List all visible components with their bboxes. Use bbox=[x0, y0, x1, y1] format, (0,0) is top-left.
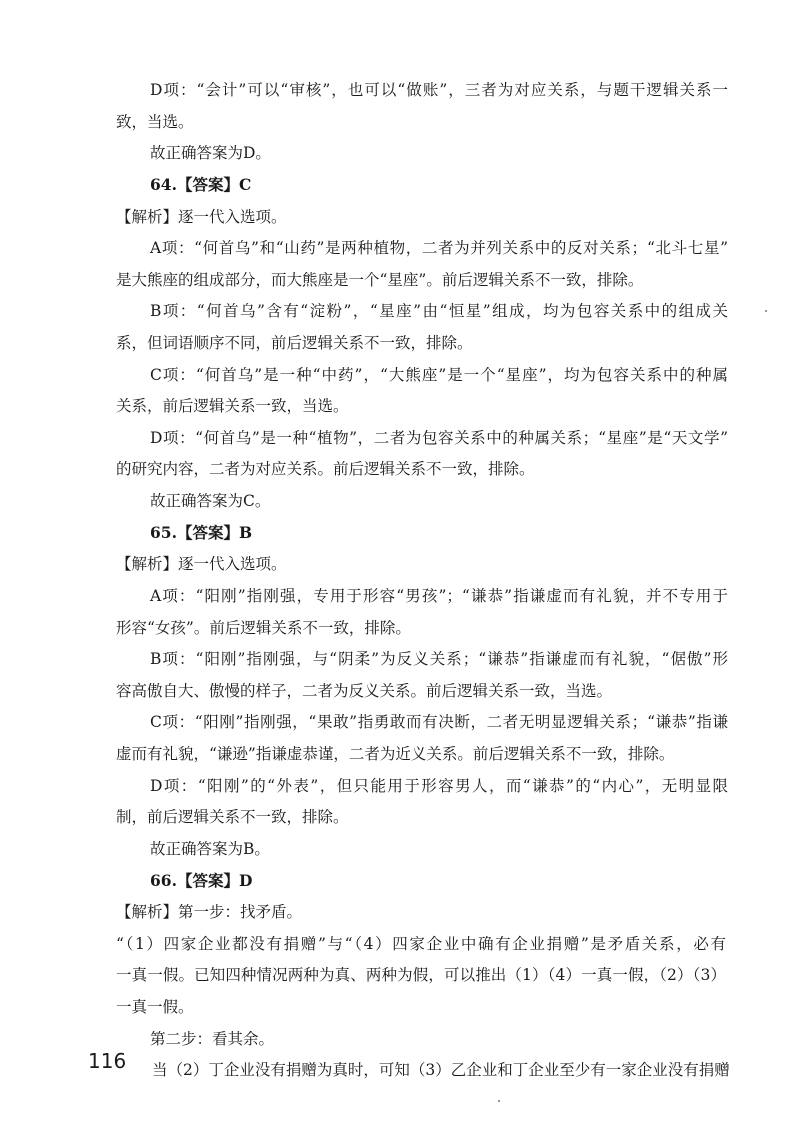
page-number: 116 bbox=[88, 1049, 127, 1073]
question-answer-heading: 66.【答案】D bbox=[150, 871, 253, 890]
text-line: 系，但词语顺序不同，前后逻辑关系不一致，排除。 bbox=[116, 334, 473, 352]
text-line: 致，当选。 bbox=[116, 113, 194, 131]
text-line: B项：“阳刚”指刚强，与“阴柔”为反义关系；“谦恭”指谦虚而有礼貌，“倨傲”形 bbox=[150, 650, 728, 668]
text-line: D项：“阳刚”的“外表”，但只能用于形容男人，而“谦恭”的“内心”，无明显限 bbox=[150, 777, 728, 795]
scan-speck bbox=[498, 1100, 500, 1102]
text-line: 一真一假。已知四种情况两种为真、两种为假，可以推出（1）（4）一真一假，（2）（3） bbox=[116, 966, 726, 984]
text-line: 是大熊座的组成部分，而大熊座是一个“星座”。前后逻辑关系不一致，排除。 bbox=[116, 271, 644, 289]
text-line: 故正确答案为D。 bbox=[150, 144, 271, 162]
text-line: 虚而有礼貌，“谦逊”指谦虚恭谨，二者为近义关系。前后逻辑关系不一致，排除。 bbox=[116, 745, 675, 763]
analysis-heading: 【解析】逐一代入选项。 bbox=[116, 208, 287, 226]
text-line: 当（2）丁企业没有捐赠为真时，可知（3）乙企业和丁企业至少有一家企业没有捐赠 bbox=[152, 1061, 730, 1079]
text-line: D项：“会计”可以“审核”，也可以“做账”，三者为对应关系，与题干逻辑关系一 bbox=[150, 81, 728, 99]
text-line: 容高傲自大、傲慢的样子，二者为反义关系。前后逻辑关系一致，当选。 bbox=[116, 682, 613, 700]
text-line: 形容“女孩”。前后逻辑关系不一致，排除。 bbox=[116, 619, 411, 637]
analysis-heading: 【解析】逐一代入选项。 bbox=[116, 555, 287, 573]
text-line: “（1）四家企业都没有捐赠”与“（4）四家企业中确有企业捐赠”是矛盾关系，必有 bbox=[116, 935, 726, 953]
text-line: 故正确答案为C。 bbox=[150, 492, 271, 510]
text-line: A项：“阳刚”指刚强，专用于形容“男孩”；“谦恭”指谦虚而有礼貌，并不专用于 bbox=[150, 587, 728, 605]
text-line: 的研究内容，二者为对应关系。前后逻辑关系不一致，排除。 bbox=[116, 460, 535, 478]
text-line: 关系，前后逻辑关系一致，当选。 bbox=[116, 397, 349, 415]
text-line: B项：“何首乌”含有“淀粉”，“星座”由“恒星”组成，均为包容关系中的组成关 bbox=[150, 302, 728, 320]
text-line: 故正确答案为B。 bbox=[150, 840, 270, 858]
text-line: C项：“阳刚”指刚强，“果敢”指勇敢而有决断，二者无明显逻辑关系；“谦恭”指谦 bbox=[150, 713, 728, 731]
scan-speck bbox=[765, 310, 767, 312]
text-line: 制，前后逻辑关系不一致，排除。 bbox=[116, 808, 349, 826]
analysis-heading: 【解析】第一步：找矛盾。 bbox=[116, 903, 303, 921]
text-line: A项：“何首乌”和“山药”是两种植物，二者为并列关系中的反对关系；“北斗七星” bbox=[150, 239, 728, 257]
text-line: C项：“何首乌”是一种“中药”，“大熊座”是一个“星座”，均为包容关系中的种属 bbox=[150, 366, 728, 384]
question-answer-heading: 65.【答案】B bbox=[150, 523, 253, 542]
text-line: 一真一假。 bbox=[116, 998, 194, 1016]
question-answer-heading: 64.【答案】C bbox=[150, 175, 252, 194]
text-line: 第二步：看其余。 bbox=[150, 1030, 275, 1048]
text-line: D项：“何首乌”是一种“植物”，二者为包容关系中的种属关系；“星座”是“天文学” bbox=[150, 429, 728, 447]
